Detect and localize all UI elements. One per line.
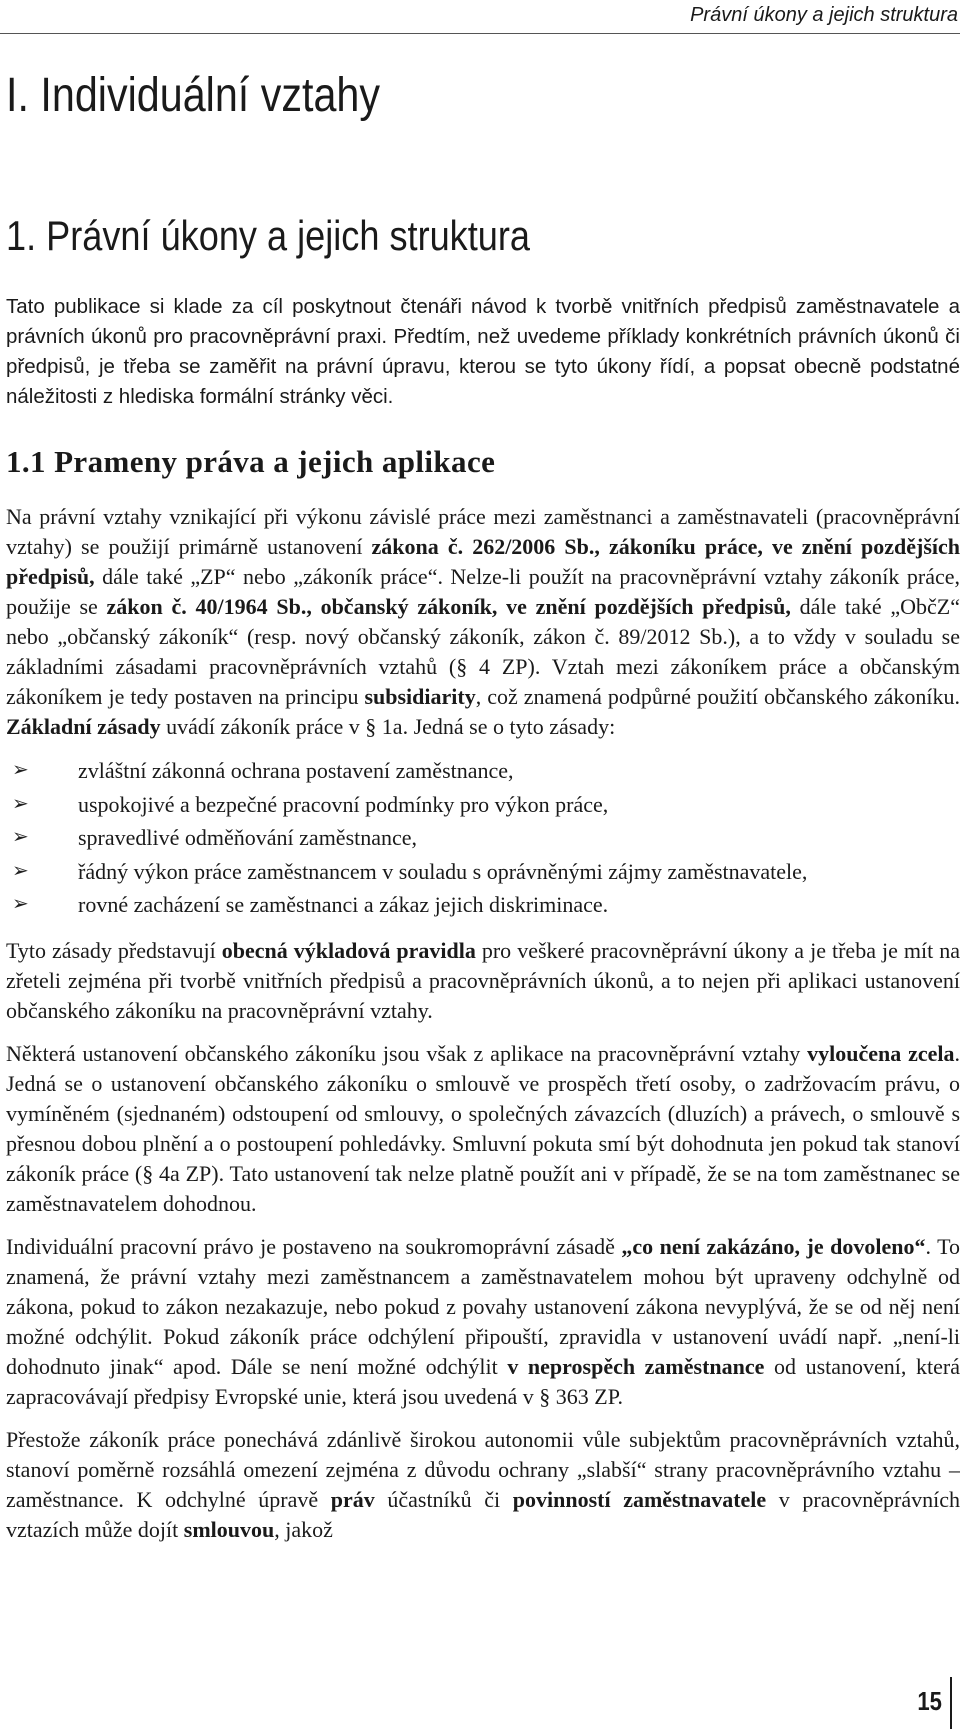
- text-run: . To znamená, že právní vztahy mezi zaměstnancem a zaměstnavatelem mohou být upraveny odchylně od zákona, pokud to zákon nezakazuje, nebo pokud z povahy ustanovení zákona nevyplývá, že se od něj není možné odchýlit. Pokud zákoník práce odchýlení připouští, zpravidla v ustanovení uvádí např. „není-li dohodnuto jinak“ apod. Dále se není možné odchýlit: [6, 1233, 960, 1379]
- text-run: od ustanovení, která zapracovávají předpisy Evropské unie, která jsou uvedená v § 363 ZP.: [6, 1353, 960, 1409]
- paragraph-sources: [6, 502, 960, 742]
- text-run: v pracovněprávních vztazích může dojít: [6, 1486, 960, 1542]
- list-item: [6, 788, 960, 822]
- emphasis-detriment: v neprospěch zaměstnance: [507, 1353, 765, 1379]
- paragraph-interpretation-rules: [6, 936, 960, 1026]
- list-item: [6, 888, 960, 922]
- list-item-text: rovné zacházení se zaměstnanci a zákaz jejich diskriminace.: [78, 892, 609, 917]
- text-run: dále také „ZP“ nebo „zákoník práce“. Nelze-li použít na pracovněprávní vztahy zákoník práce, použije se: [6, 564, 960, 619]
- emphasis-contract: smlouvou: [183, 1516, 275, 1542]
- chapter-title: 1. Právní úkony a jejich struktura: [6, 212, 530, 259]
- list-item-text: řádný výkon práce zaměstnancem v souladu s oprávněnými zájmy zaměstnavatele,: [78, 858, 808, 884]
- emphasis-employer-duties: povinností zaměstnavatele: [512, 1486, 767, 1512]
- text-run: Některá ustanovení občanského zákoníku jsou však z aplikace na pracovněprávní vztahy: [6, 1040, 808, 1066]
- list-item-text: spravedlivé odměňování zaměstnance,: [78, 825, 418, 850]
- text-run: Individuální pracovní právo je postaveno na soukromoprávní zásadě: [6, 1233, 622, 1259]
- arrow-bullet-icon: ➢: [12, 759, 29, 781]
- law-reference-civil-code: zákon č. 40/1964 Sb., občanský zákoník, ve znění pozdějších předpisů,: [106, 594, 791, 619]
- text-run: pro veškeré pracovněprávní úkony a je třeba je mít na zřeteli zejména při tvorbě vnitřních předpisů a pracovněprávních úkonů, a to nejen při aplikaci ustanovení občanského zákoníku na pracovněprávní vztahy.: [6, 937, 960, 1023]
- arrow-bullet-icon: ➢: [12, 792, 29, 815]
- page-number: 15: [917, 1686, 942, 1716]
- emphasis-principle: „co není zakázáno, je dovoleno“: [621, 1233, 926, 1259]
- law-reference-labour-code: zákona č. 262/2006 Sb., zákoníku práce, ve znění pozdějších předpisů,: [6, 534, 960, 589]
- paragraph-private-law-principle: [6, 1232, 960, 1412]
- emphasis-rights: práv: [330, 1486, 375, 1512]
- arrow-bullet-icon: ➢: [12, 826, 29, 848]
- paragraph-autonomy: [6, 1425, 960, 1545]
- paragraph-excluded-provisions: [6, 1039, 960, 1219]
- header-rule: [0, 33, 960, 34]
- emphasis-basic-principles: Základní zásady: [6, 714, 161, 739]
- text-run: , jakož: [274, 1516, 333, 1542]
- emphasis-excluded: vyloučena zcela: [807, 1040, 955, 1066]
- page-number-rule: [950, 1677, 952, 1729]
- list-item: [6, 754, 960, 788]
- list-item-text: uspokojivé a bezpečné pracovní podmínky pro výkon práce,: [78, 791, 609, 817]
- intro-paragraph: Tato publikace si klade za cíl poskytnout čtenáři návod k tvorbě vnitřních předpisů zaměstnavatele a právních úkonů pro pracovněprávní praxi. Předtím, než uvedeme příklady konkrétních právních úkonů či předpisů, je třeba se zaměřit na právní úpravu, kterou se tyto úkony řídí, a popsat obecně podstatné náležitosti z hlediska formální stránky věci.: [6, 295, 960, 408]
- arrow-bullet-icon: ➢: [12, 893, 29, 915]
- list-item: [6, 855, 960, 889]
- emphasis-subsidiarity: subsidiarity: [364, 684, 476, 709]
- text-run: Tyto zásady představují: [6, 937, 222, 963]
- text-run: účastníků či: [374, 1486, 513, 1512]
- arrow-bullet-icon: ➢: [12, 859, 29, 882]
- running-header: Právní úkony a jejich struktura: [690, 4, 958, 26]
- emphasis-interpretation-rules: obecná výkladová pravidla: [221, 937, 476, 963]
- part-title: I. Individuální vztahy: [6, 69, 381, 122]
- list-item-text: zvláštní zákonná ochrana postavení zaměstnance,: [78, 758, 514, 783]
- section-title: 1.1 Prameny práva a jejich aplikace: [6, 444, 496, 479]
- list-item: [6, 821, 960, 855]
- principles-list: [6, 754, 960, 922]
- text-run: uvádí zákoník práce v § 1a. Jedná se o tyto zásady:: [160, 714, 616, 739]
- text-run: , což znamená podpůrné použití občanského zákoníku.: [475, 684, 960, 709]
- text-run: Na právní vztahy vznikající při výkonu závislé práce mezi zaměstnanci a zaměstnavateli (pracovněprávní vztahy) se použijí primárně ustanovení: [6, 504, 960, 559]
- text-run: Přestože zákoník práce ponechává zdánlivě širokou autonomii vůle subjektům pracovněprávních vztahů, stanoví poměrně rozsáhlá omezení zejména z důvodu ochrany „slabší“ strany pracovněprávního vztahu – zaměstnance. K odchylné úpravě: [6, 1426, 960, 1512]
- text-run: dále také „ObčZ“ nebo „občanský zákoník“ (resp. nový občanský zákoník, zákon č. 89/2012 Sb.), a to vždy v souladu se základními zásadami pracovněprávních vztahů (§ 4 ZP). Vztah mezi zákoníkem práce a občanským zákoníkem je tedy postaven na principu: [6, 594, 960, 709]
- text-run: . Jedná se o ustanovení občanského zákoníku o smlouvě ve prospěch třetí osoby, o zadržovacím právu, o vymíněném (sjednaném) odstoupení od smlouvy, o společných závazcích (dluzích) a právech, o smlouvě s přesnou dobou plnění a o postoupení pohledávky. Smluvní pokuta smí být dohodnuta jen pokud tak stanoví zákoník práce (§ 4a ZP). Tato ustanovení tak nelze platně použít ani v případě, že se na tom zaměstnanec se zaměstnavatelem dohodnou.: [6, 1040, 960, 1216]
- body-text: [6, 502, 960, 1545]
